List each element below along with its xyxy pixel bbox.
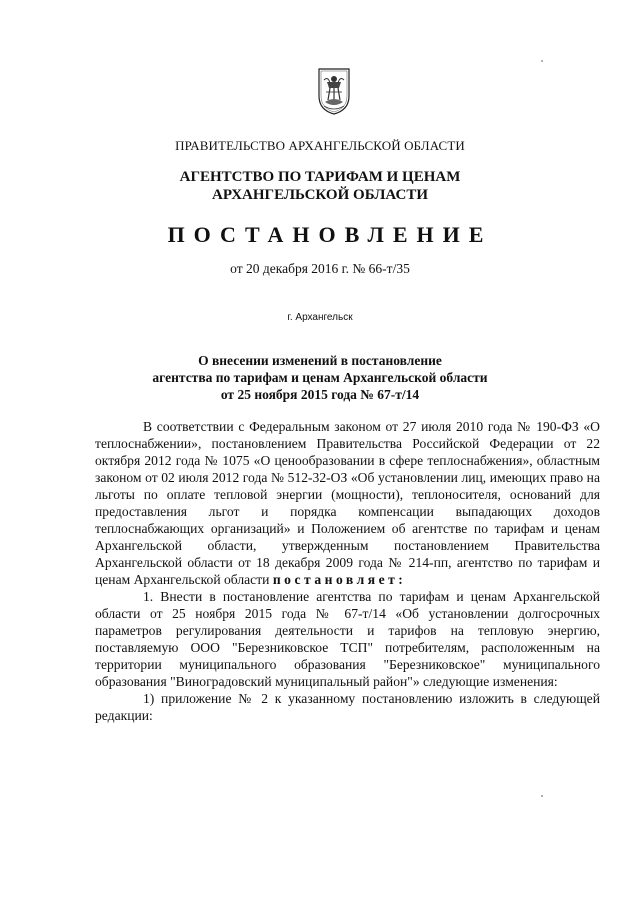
scan-speck bbox=[541, 60, 543, 62]
body-paragraph-2: 1. Внести в постановление агентства по тарифам и ценам Архангельской области от 25 ноября 2015 года № 67-т/14 «Об установлении долгосрочных параметров регулирования деятельности и тарифов на тепловую энергию, поставляемую ООО "Березниковское ТСП" потребителям, расположенным на территории муниципального образования "Березниковское" муниципального образования "Виноградовский муниципальный район"» следующие изменения: bbox=[95, 589, 600, 689]
government-title: ПРАВИТЕЛЬСТВО АРХАНГЕЛЬСКОЙ ОБЛАСТИ bbox=[175, 138, 465, 153]
document-body bbox=[95, 418, 600, 724]
resolution-keyword: постановляет: bbox=[272, 572, 407, 587]
coat-of-arms-icon bbox=[316, 66, 352, 116]
subject-line1: О внесении изменений в постановление bbox=[198, 353, 442, 368]
body-paragraph-1-text: В соответствии с Федеральным законом от 27 июля 2010 года № 190-ФЗ «О теплоснабжении», постановлением Правительства Российской Федерации от 22 октября 2012 года № 1075 «О ценообразовании в сфере теплоснабжения», областным законом от 02 июля 2012 года № 512-32-ОЗ «Об установлении лиц, имеющих право на льготы по оплате тепловой энергии (мощности), теплоносителя, оснований для предоставления льгот и порядка компенсации выпадающих доходов теплоснабжающих организаций» и Положением об агентстве по тарифам и ценам Архангельской области, утвержденным постановлением Правительства Архангельской области от 18 декабря 2009 года № 214-пп, агентство по тарифам и ценам Архангельской области bbox=[95, 419, 600, 587]
document-date-number: от 20 декабря 2016 г. № 66-т/35 bbox=[230, 261, 410, 276]
agency-title-line2: АРХАНГЕЛЬСКОЙ ОБЛАСТИ bbox=[212, 187, 428, 203]
document-subject bbox=[0, 352, 640, 403]
subject-line3: от 25 ноября 2015 года № 67-т/14 bbox=[220, 387, 420, 402]
body-paragraph-1 bbox=[95, 418, 600, 588]
agency-title-line1: АГЕНТСТВО ПО ТАРИФАМ И ЦЕНАМ bbox=[179, 169, 461, 185]
agency-title bbox=[0, 168, 640, 204]
document-city: г. Архангельск bbox=[287, 312, 353, 323]
subject-line2: агентства по тарифам и ценам Архангельской области bbox=[152, 370, 488, 385]
document-type: ПОСТАНОВЛЕНИЕ bbox=[167, 222, 493, 247]
scan-speck bbox=[541, 795, 543, 797]
body-paragraph-3: 1) приложение № 2 к указанному постановлению изложить в следующей редакции: bbox=[95, 691, 600, 723]
